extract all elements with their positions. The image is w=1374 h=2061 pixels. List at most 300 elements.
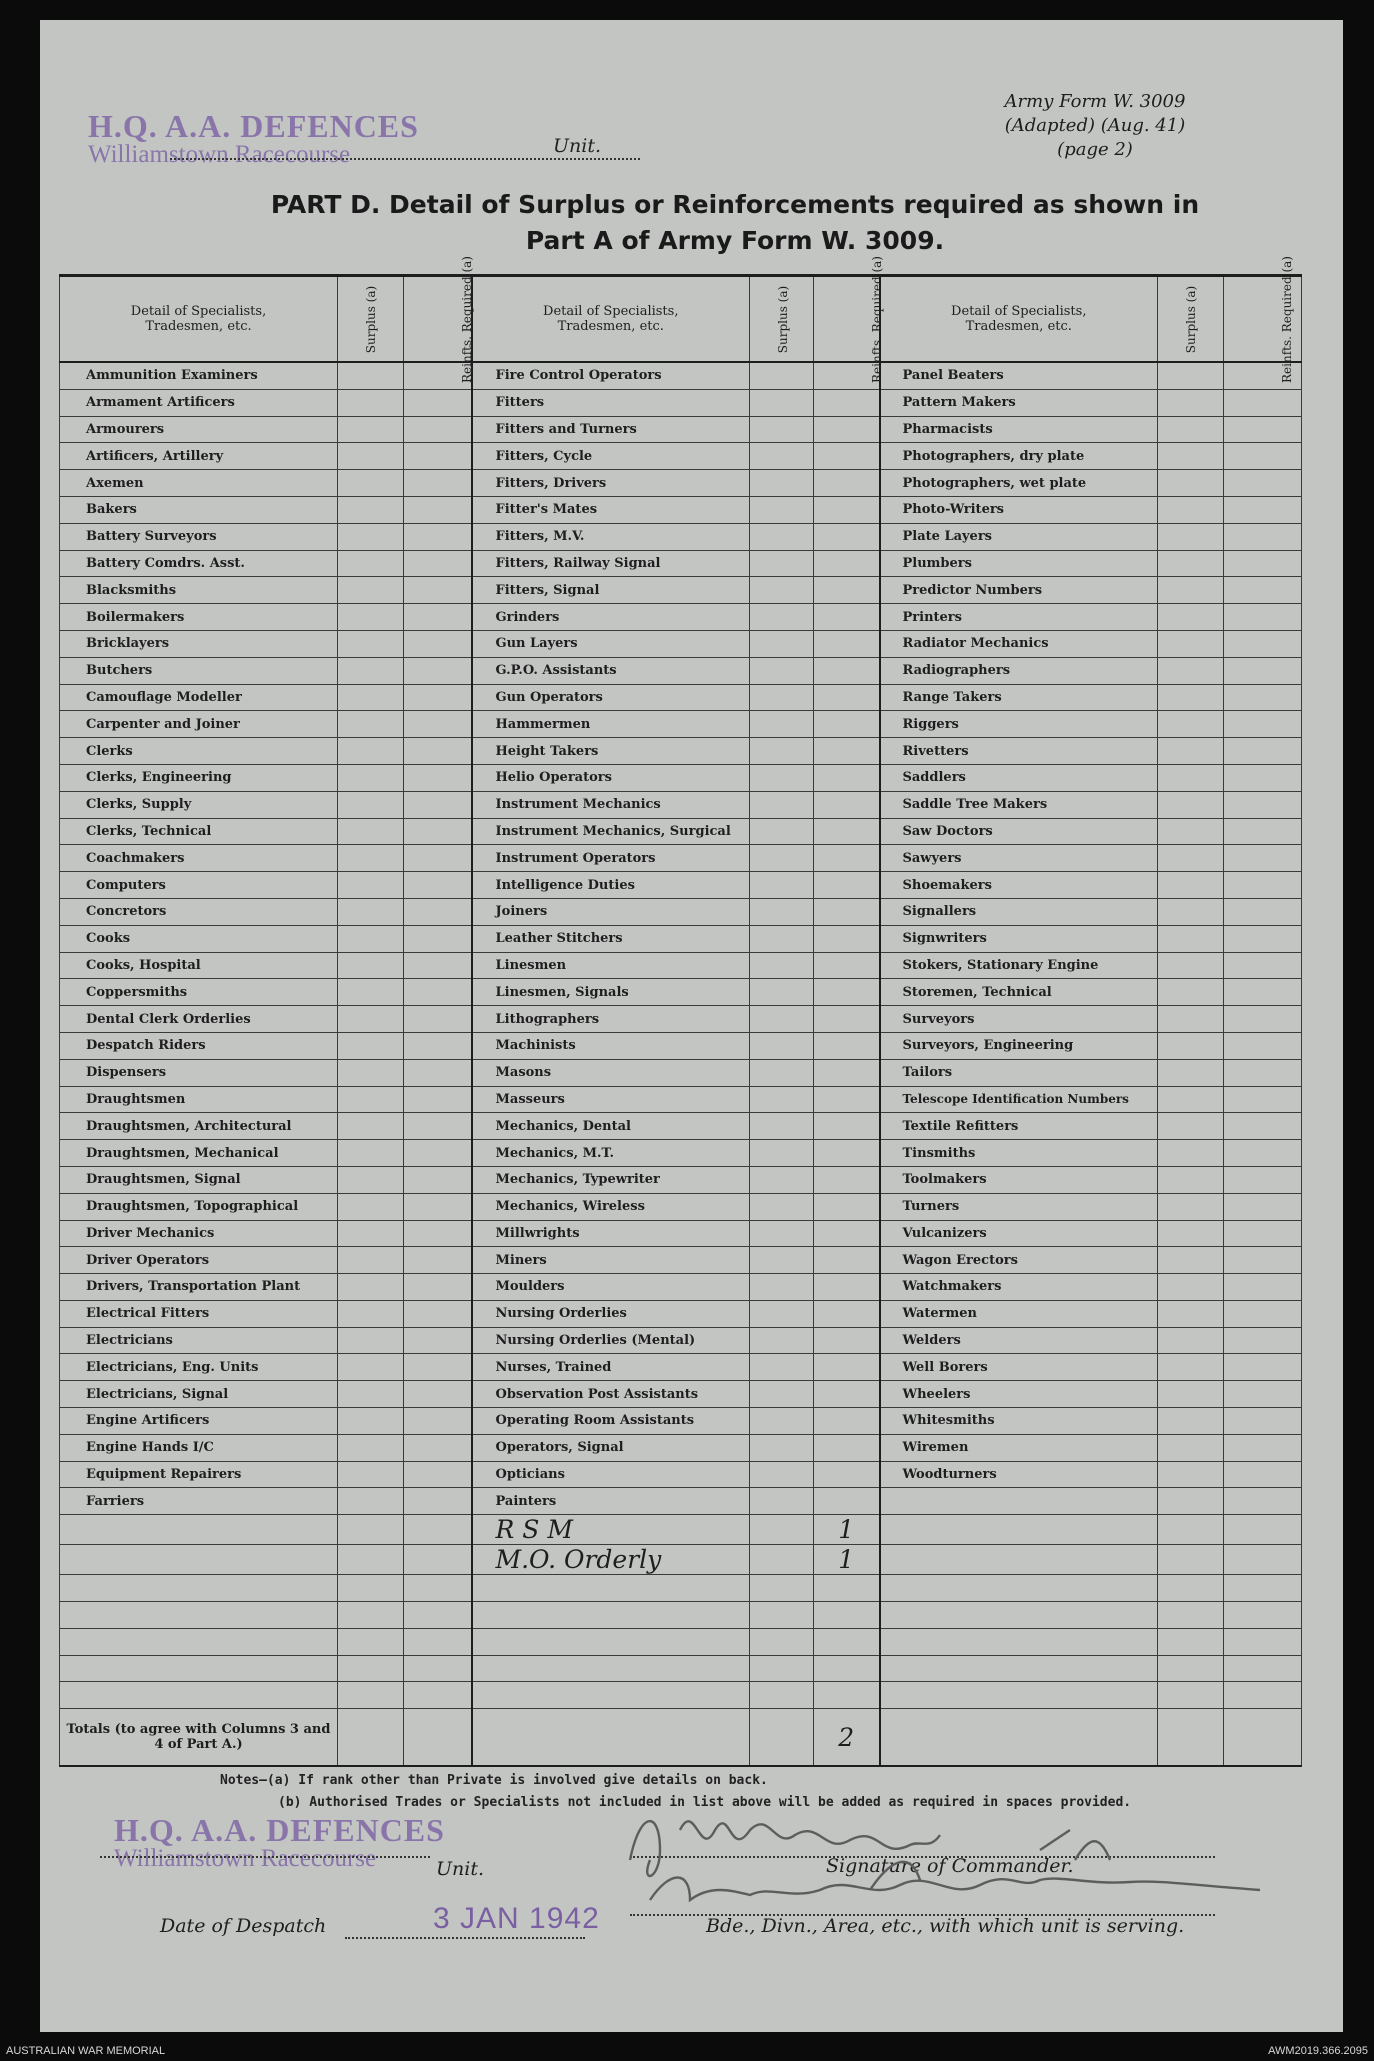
surplus-cell[interactable] — [338, 952, 404, 979]
reinfts-cell[interactable] — [1224, 1354, 1302, 1381]
blank-cell[interactable] — [880, 1545, 1158, 1575]
blank-cell[interactable] — [60, 1575, 338, 1602]
surplus-cell[interactable] — [750, 925, 814, 952]
reinfts-cell[interactable] — [814, 684, 880, 711]
surplus-cell[interactable] — [1158, 657, 1224, 684]
reinfts-cell[interactable] — [814, 979, 880, 1006]
reinfts-cell[interactable] — [404, 1059, 472, 1086]
surplus-cell[interactable] — [338, 818, 404, 845]
surplus-cell[interactable] — [338, 711, 404, 738]
surplus-cell[interactable] — [1158, 952, 1224, 979]
surplus-cell[interactable] — [750, 443, 814, 470]
reinfts-cell[interactable] — [404, 845, 472, 872]
reinfts-cell[interactable] — [404, 523, 472, 550]
totals-cell[interactable] — [404, 1709, 472, 1767]
surplus-cell[interactable] — [338, 1408, 404, 1435]
surplus-cell[interactable] — [338, 577, 404, 604]
blank-cell[interactable] — [750, 1655, 814, 1682]
surplus-cell[interactable] — [750, 1488, 814, 1515]
surplus-cell[interactable] — [338, 979, 404, 1006]
reinfts-cell[interactable] — [814, 1140, 880, 1167]
surplus-cell[interactable] — [750, 1381, 814, 1408]
reinfts-cell[interactable] — [1224, 1488, 1302, 1515]
reinfts-cell[interactable] — [404, 496, 472, 523]
surplus-cell[interactable] — [338, 1032, 404, 1059]
reinfts-cell[interactable] — [1224, 523, 1302, 550]
reinfts-cell[interactable] — [1224, 443, 1302, 470]
blank-cell[interactable] — [338, 1602, 404, 1629]
reinfts-cell[interactable] — [814, 1220, 880, 1247]
totals-cell[interactable] — [1158, 1709, 1224, 1767]
reinfts-cell[interactable] — [814, 550, 880, 577]
surplus-cell[interactable] — [338, 684, 404, 711]
surplus-cell[interactable] — [1158, 979, 1224, 1006]
surplus-cell[interactable] — [338, 1300, 404, 1327]
surplus-cell[interactable] — [750, 630, 814, 657]
blank-cell[interactable] — [404, 1628, 472, 1655]
reinfts-cell[interactable] — [404, 389, 472, 416]
reinfts-cell[interactable] — [814, 630, 880, 657]
surplus-cell[interactable] — [1158, 1006, 1224, 1033]
surplus-cell[interactable] — [750, 1300, 814, 1327]
reinfts-cell[interactable] — [814, 738, 880, 765]
blank-cell[interactable] — [338, 1575, 404, 1602]
surplus-cell[interactable] — [1158, 1247, 1224, 1274]
surplus-cell[interactable] — [1158, 1086, 1224, 1113]
blank-cell[interactable] — [404, 1682, 472, 1709]
reinfts-cell[interactable] — [814, 1354, 880, 1381]
surplus-cell[interactable] — [750, 1193, 814, 1220]
surplus-cell[interactable] — [1158, 898, 1224, 925]
blank-cell[interactable] — [814, 1655, 880, 1682]
reinfts-cell[interactable] — [814, 1059, 880, 1086]
surplus-cell[interactable] — [1158, 1381, 1224, 1408]
reinfts-cell[interactable] — [404, 1086, 472, 1113]
reinfts-cell[interactable] — [1224, 845, 1302, 872]
surplus-cell[interactable] — [750, 362, 814, 389]
surplus-cell[interactable] — [338, 389, 404, 416]
blank-cell[interactable] — [338, 1682, 404, 1709]
surplus-cell[interactable] — [1158, 1113, 1224, 1140]
reinfts-cell[interactable] — [814, 1488, 880, 1515]
surplus-cell[interactable] — [338, 630, 404, 657]
surplus-cell[interactable] — [750, 657, 814, 684]
blank-cell[interactable] — [60, 1515, 338, 1545]
reinfts-cell[interactable] — [404, 1300, 472, 1327]
blank-cell[interactable] — [814, 1628, 880, 1655]
blank-cell[interactable] — [1224, 1682, 1302, 1709]
blank-cell[interactable] — [60, 1628, 338, 1655]
reinfts-cell[interactable] — [1224, 925, 1302, 952]
reinfts-cell[interactable] — [1224, 764, 1302, 791]
reinfts-cell[interactable] — [404, 791, 472, 818]
reinfts-cell[interactable] — [1224, 389, 1302, 416]
surplus-cell[interactable] — [750, 1059, 814, 1086]
surplus-cell[interactable] — [1158, 1059, 1224, 1086]
reinfts-cell[interactable] — [404, 1488, 472, 1515]
blank-cell[interactable] — [472, 1682, 750, 1709]
blank-cell[interactable] — [338, 1628, 404, 1655]
surplus-cell[interactable] — [1158, 443, 1224, 470]
reinfts-cell[interactable] — [1224, 684, 1302, 711]
reinfts-cell[interactable] — [404, 738, 472, 765]
reinfts-cell[interactable] — [404, 1193, 472, 1220]
reinfts-cell[interactable] — [814, 791, 880, 818]
surplus-cell[interactable] — [338, 496, 404, 523]
surplus-cell[interactable] — [750, 1086, 814, 1113]
surplus-cell[interactable] — [750, 898, 814, 925]
reinfts-cell[interactable] — [404, 952, 472, 979]
blank-cell[interactable] — [1224, 1575, 1302, 1602]
surplus-cell[interactable] — [750, 470, 814, 497]
blank-cell[interactable] — [1224, 1515, 1302, 1545]
reinfts-cell[interactable] — [1224, 1274, 1302, 1301]
surplus-cell[interactable] — [1158, 416, 1224, 443]
reinfts-cell[interactable] — [814, 845, 880, 872]
blank-cell[interactable] — [750, 1515, 814, 1545]
totals-cell[interactable] — [472, 1709, 750, 1767]
totals-cell[interactable] — [1224, 1709, 1302, 1767]
reinfts-cell[interactable] — [1224, 1434, 1302, 1461]
reinfts-cell[interactable] — [404, 470, 472, 497]
surplus-cell[interactable] — [1158, 550, 1224, 577]
surplus-cell[interactable] — [338, 604, 404, 631]
surplus-cell[interactable] — [338, 1327, 404, 1354]
surplus-cell[interactable] — [750, 1408, 814, 1435]
reinfts-cell[interactable] — [404, 657, 472, 684]
reinfts-cell[interactable] — [814, 925, 880, 952]
surplus-cell[interactable] — [338, 657, 404, 684]
reinfts-cell[interactable] — [814, 952, 880, 979]
reinfts-cell[interactable] — [1224, 1193, 1302, 1220]
blank-cell[interactable] — [404, 1545, 472, 1575]
surplus-cell[interactable] — [338, 1247, 404, 1274]
surplus-cell[interactable] — [338, 925, 404, 952]
reinfts-cell[interactable] — [814, 416, 880, 443]
surplus-cell[interactable] — [750, 1247, 814, 1274]
surplus-cell[interactable] — [750, 791, 814, 818]
reinfts-cell[interactable] — [814, 496, 880, 523]
reinfts-cell[interactable] — [814, 523, 880, 550]
surplus-cell[interactable] — [750, 1113, 814, 1140]
surplus-cell[interactable] — [338, 898, 404, 925]
surplus-cell[interactable] — [338, 1434, 404, 1461]
blank-cell[interactable] — [1224, 1628, 1302, 1655]
surplus-cell[interactable] — [1158, 1274, 1224, 1301]
reinfts-cell[interactable] — [404, 577, 472, 604]
reinfts-cell[interactable] — [1224, 791, 1302, 818]
reinfts-cell[interactable] — [814, 1381, 880, 1408]
surplus-cell[interactable] — [1158, 1461, 1224, 1488]
surplus-cell[interactable] — [750, 577, 814, 604]
blank-cell[interactable] — [472, 1655, 750, 1682]
reinfts-cell[interactable] — [814, 1193, 880, 1220]
blank-cell[interactable] — [1224, 1602, 1302, 1629]
reinfts-cell[interactable] — [404, 1247, 472, 1274]
reinfts-cell[interactable] — [1224, 470, 1302, 497]
blank-cell[interactable] — [880, 1575, 1158, 1602]
surplus-cell[interactable] — [338, 1220, 404, 1247]
reinfts-cell[interactable] — [404, 630, 472, 657]
reinfts-cell[interactable] — [1224, 818, 1302, 845]
reinfts-cell[interactable] — [1224, 1086, 1302, 1113]
blank-cell[interactable] — [472, 1602, 750, 1629]
reinfts-cell[interactable] — [814, 1006, 880, 1033]
reinfts-cell[interactable] — [404, 818, 472, 845]
surplus-cell[interactable] — [750, 979, 814, 1006]
reinfts-cell[interactable] — [1224, 711, 1302, 738]
reinfts-cell[interactable] — [814, 711, 880, 738]
reinfts-cell[interactable] — [404, 1166, 472, 1193]
surplus-cell[interactable] — [338, 550, 404, 577]
reinfts-cell[interactable] — [1224, 550, 1302, 577]
blank-cell[interactable] — [60, 1602, 338, 1629]
blank-cell[interactable] — [880, 1682, 1158, 1709]
surplus-cell[interactable] — [750, 1220, 814, 1247]
reinfts-cell[interactable] — [814, 577, 880, 604]
blank-cell[interactable] — [814, 1575, 880, 1602]
reinfts-cell[interactable] — [814, 1032, 880, 1059]
reinfts-cell[interactable] — [1224, 1059, 1302, 1086]
reinfts-cell[interactable] — [1224, 604, 1302, 631]
surplus-cell[interactable] — [338, 1381, 404, 1408]
reinfts-cell[interactable] — [404, 711, 472, 738]
totals-cell[interactable] — [338, 1709, 404, 1767]
surplus-cell[interactable] — [750, 1166, 814, 1193]
reinfts-cell[interactable] — [404, 1434, 472, 1461]
reinfts-cell[interactable] — [814, 604, 880, 631]
surplus-cell[interactable] — [338, 738, 404, 765]
surplus-cell[interactable] — [1158, 1140, 1224, 1167]
blank-cell[interactable] — [814, 1602, 880, 1629]
reinfts-cell[interactable] — [814, 657, 880, 684]
reinfts-cell[interactable] — [1224, 738, 1302, 765]
blank-cell[interactable] — [404, 1602, 472, 1629]
reinfts-cell[interactable] — [1224, 1220, 1302, 1247]
surplus-cell[interactable] — [750, 1032, 814, 1059]
surplus-cell[interactable] — [1158, 470, 1224, 497]
blank-cell[interactable] — [814, 1682, 880, 1709]
blank-cell[interactable] — [472, 1575, 750, 1602]
reinfts-cell[interactable] — [1224, 1006, 1302, 1033]
surplus-cell[interactable] — [750, 523, 814, 550]
reinfts-cell[interactable] — [814, 389, 880, 416]
reinfts-cell[interactable] — [1224, 1113, 1302, 1140]
reinfts-cell[interactable] — [1224, 1166, 1302, 1193]
surplus-cell[interactable] — [1158, 630, 1224, 657]
surplus-cell[interactable] — [1158, 818, 1224, 845]
blank-cell[interactable] — [1158, 1545, 1224, 1575]
reinfts-cell[interactable] — [1224, 496, 1302, 523]
surplus-cell[interactable] — [338, 523, 404, 550]
reinfts-cell[interactable] — [814, 1327, 880, 1354]
surplus-cell[interactable] — [750, 1327, 814, 1354]
blank-cell[interactable] — [404, 1575, 472, 1602]
reinfts-cell[interactable] — [404, 898, 472, 925]
surplus-cell[interactable] — [1158, 845, 1224, 872]
blank-cell[interactable] — [404, 1515, 472, 1545]
surplus-cell[interactable] — [338, 1488, 404, 1515]
reinfts-cell[interactable] — [404, 979, 472, 1006]
surplus-cell[interactable] — [338, 1354, 404, 1381]
reinfts-cell[interactable] — [814, 1274, 880, 1301]
reinfts-cell[interactable] — [404, 416, 472, 443]
surplus-cell[interactable] — [1158, 389, 1224, 416]
reinfts-cell[interactable] — [404, 684, 472, 711]
reinfts-cell[interactable] — [1224, 577, 1302, 604]
reinfts-cell[interactable] — [1224, 1032, 1302, 1059]
blank-cell[interactable] — [1158, 1682, 1224, 1709]
surplus-cell[interactable] — [750, 1354, 814, 1381]
blank-cell[interactable] — [880, 1628, 1158, 1655]
reinfts-cell[interactable] — [404, 1327, 472, 1354]
reinfts-cell[interactable] — [404, 1354, 472, 1381]
surplus-cell[interactable] — [1158, 872, 1224, 899]
reinfts-cell[interactable] — [814, 764, 880, 791]
reinfts-cell[interactable] — [814, 1408, 880, 1435]
reinfts-cell[interactable] — [814, 470, 880, 497]
surplus-cell[interactable] — [1158, 577, 1224, 604]
surplus-cell[interactable] — [1158, 1166, 1224, 1193]
reinfts-cell[interactable] — [404, 443, 472, 470]
reinfts-cell[interactable] — [814, 1247, 880, 1274]
surplus-cell[interactable] — [1158, 1220, 1224, 1247]
reinfts-cell[interactable] — [814, 872, 880, 899]
surplus-cell[interactable] — [338, 1140, 404, 1167]
surplus-cell[interactable] — [750, 1274, 814, 1301]
reinfts-cell[interactable] — [1224, 979, 1302, 1006]
surplus-cell[interactable] — [338, 872, 404, 899]
surplus-cell[interactable] — [1158, 1327, 1224, 1354]
reinfts-cell[interactable] — [814, 1166, 880, 1193]
reinfts-cell[interactable] — [814, 1113, 880, 1140]
reinfts-cell[interactable] — [1224, 416, 1302, 443]
reinfts-cell[interactable] — [404, 1140, 472, 1167]
blank-cell[interactable] — [404, 1655, 472, 1682]
surplus-cell[interactable] — [338, 1086, 404, 1113]
surplus-cell[interactable] — [750, 496, 814, 523]
reinfts-cell[interactable] — [814, 1300, 880, 1327]
reinfts-cell[interactable] — [1224, 1247, 1302, 1274]
reinfts-cell[interactable] — [404, 550, 472, 577]
blank-cell[interactable] — [338, 1655, 404, 1682]
surplus-cell[interactable] — [1158, 925, 1224, 952]
blank-cell[interactable] — [880, 1515, 1158, 1545]
reinfts-cell[interactable] — [404, 1408, 472, 1435]
surplus-cell[interactable] — [338, 1193, 404, 1220]
reinfts-cell[interactable] — [404, 1461, 472, 1488]
surplus-cell[interactable] — [1158, 1354, 1224, 1381]
surplus-cell[interactable] — [750, 1434, 814, 1461]
blank-cell[interactable] — [750, 1545, 814, 1575]
surplus-cell[interactable] — [338, 1059, 404, 1086]
blank-cell[interactable] — [1224, 1655, 1302, 1682]
surplus-cell[interactable] — [338, 1274, 404, 1301]
surplus-cell[interactable] — [1158, 1488, 1224, 1515]
reinfts-cell[interactable] — [814, 443, 880, 470]
reinfts-cell[interactable] — [404, 1006, 472, 1033]
surplus-cell[interactable] — [338, 845, 404, 872]
surplus-cell[interactable] — [338, 1006, 404, 1033]
surplus-cell[interactable] — [338, 764, 404, 791]
blank-cell[interactable] — [338, 1545, 404, 1575]
surplus-cell[interactable] — [750, 764, 814, 791]
blank-cell[interactable] — [880, 1602, 1158, 1629]
blank-cell[interactable] — [60, 1682, 338, 1709]
reinfts-cell[interactable] — [1224, 952, 1302, 979]
reinfts-cell[interactable] — [404, 925, 472, 952]
surplus-cell[interactable] — [1158, 604, 1224, 631]
surplus-cell[interactable] — [338, 443, 404, 470]
surplus-cell[interactable] — [338, 362, 404, 389]
reinfts-cell[interactable] — [404, 764, 472, 791]
surplus-cell[interactable] — [750, 952, 814, 979]
surplus-cell[interactable] — [338, 1166, 404, 1193]
surplus-cell[interactable] — [1158, 1408, 1224, 1435]
surplus-cell[interactable] — [750, 872, 814, 899]
reinfts-cell[interactable] — [404, 1220, 472, 1247]
reinfts-cell[interactable] — [1224, 657, 1302, 684]
reinfts-cell[interactable] — [814, 898, 880, 925]
blank-cell[interactable] — [1158, 1655, 1224, 1682]
surplus-cell[interactable] — [1158, 791, 1224, 818]
surplus-cell[interactable] — [750, 604, 814, 631]
reinfts-cell[interactable] — [1224, 1327, 1302, 1354]
reinfts-cell[interactable] — [1224, 630, 1302, 657]
blank-cell[interactable] — [60, 1655, 338, 1682]
blank-cell[interactable] — [1158, 1628, 1224, 1655]
surplus-cell[interactable] — [750, 550, 814, 577]
reinfts-cell[interactable] — [1224, 1300, 1302, 1327]
blank-cell[interactable] — [1158, 1515, 1224, 1545]
surplus-cell[interactable] — [750, 818, 814, 845]
blank-cell[interactable] — [1158, 1575, 1224, 1602]
surplus-cell[interactable] — [750, 1140, 814, 1167]
surplus-cell[interactable] — [750, 738, 814, 765]
reinfts-cell[interactable] — [814, 818, 880, 845]
surplus-cell[interactable] — [750, 711, 814, 738]
reinfts-cell[interactable] — [814, 1086, 880, 1113]
reinfts-cell[interactable] — [404, 1274, 472, 1301]
surplus-cell[interactable] — [338, 1113, 404, 1140]
surplus-cell[interactable] — [750, 1461, 814, 1488]
blank-cell[interactable] — [1158, 1602, 1224, 1629]
surplus-cell[interactable] — [1158, 764, 1224, 791]
reinfts-cell[interactable] — [1224, 898, 1302, 925]
surplus-cell[interactable] — [338, 470, 404, 497]
blank-cell[interactable] — [1224, 1545, 1302, 1575]
surplus-cell[interactable] — [1158, 362, 1224, 389]
reinfts-cell[interactable] — [404, 872, 472, 899]
reinfts-cell[interactable] — [1224, 872, 1302, 899]
surplus-cell[interactable] — [1158, 1434, 1224, 1461]
blank-cell[interactable] — [880, 1655, 1158, 1682]
blank-cell[interactable] — [338, 1515, 404, 1545]
surplus-cell[interactable] — [1158, 1193, 1224, 1220]
blank-cell[interactable] — [750, 1628, 814, 1655]
blank-cell[interactable] — [750, 1682, 814, 1709]
surplus-cell[interactable] — [750, 1006, 814, 1033]
surplus-cell[interactable] — [338, 1461, 404, 1488]
surplus-cell[interactable] — [750, 845, 814, 872]
reinfts-cell[interactable] — [1224, 1381, 1302, 1408]
reinfts-cell[interactable] — [404, 1113, 472, 1140]
reinfts-cell[interactable] — [1224, 1140, 1302, 1167]
surplus-cell[interactable] — [1158, 711, 1224, 738]
surplus-cell[interactable] — [1158, 496, 1224, 523]
surplus-cell[interactable] — [750, 389, 814, 416]
reinfts-cell[interactable] — [814, 1434, 880, 1461]
